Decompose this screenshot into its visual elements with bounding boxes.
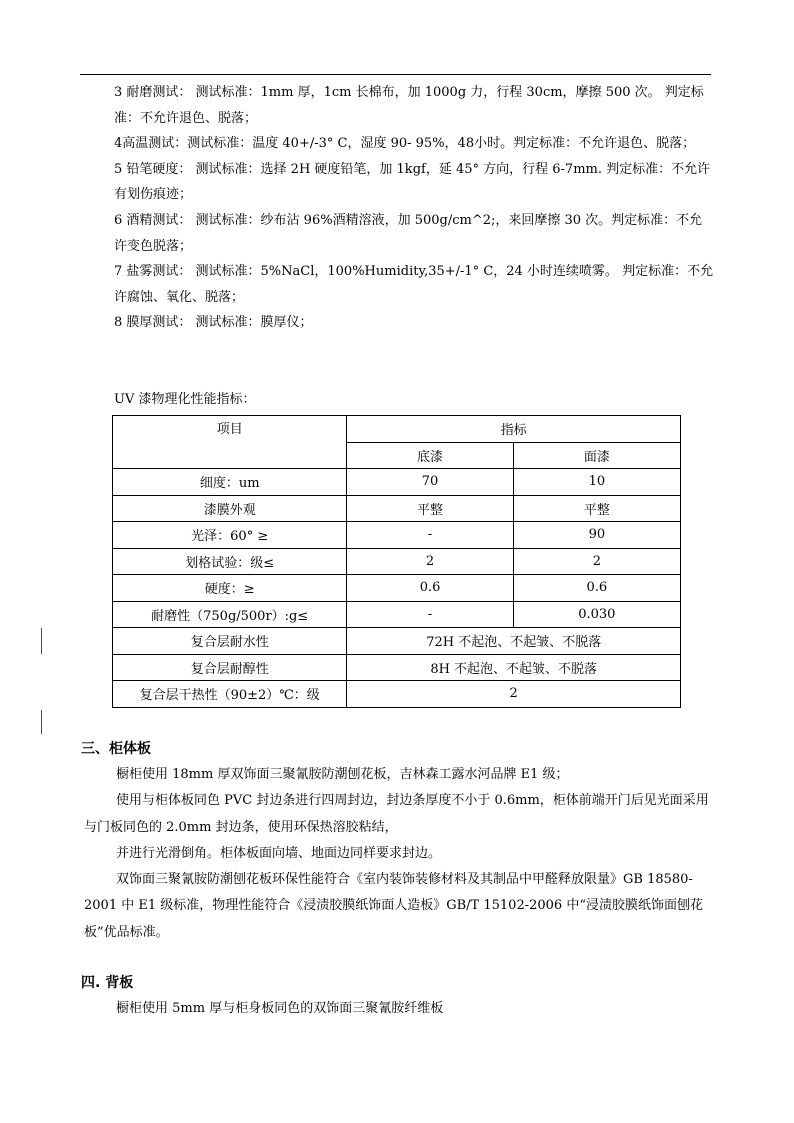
row-item: 漆膜外观	[113, 495, 347, 522]
row-item: 光泽：60° ≥	[113, 522, 347, 549]
table-row	[113, 575, 681, 602]
paragraph: 并进行光滑倒角。柜体板面向墙、地面边同样要求封边。	[116, 845, 442, 861]
row-primer: 70	[347, 469, 513, 496]
table-row	[113, 495, 681, 522]
revision-mark	[41, 710, 42, 734]
test-list	[114, 80, 714, 336]
test-item-pencil-hardness: 5 铅笔硬度： 测试标准：选择 2H 硬度铅笔，加 1kgf，延 45° 方向，行程 6-7mm. 判定标准：不允许有划伤痕迹；	[114, 161, 711, 203]
row-value: 72H 不起泡、不起皱、不脱落	[347, 628, 681, 655]
table-header-row	[113, 416, 681, 443]
section-heading-cabinet-board: 三、柜体板	[81, 741, 151, 757]
table-row	[113, 601, 681, 628]
row-topcoat: 10	[513, 469, 680, 496]
test-item-alcohol: 6 酒精测试： 测试标准：纱布沾 96%酒精溶液，加 500g/cm^2;，来回摩擦 30 次。判定标准：不允许变色脱落；	[114, 212, 703, 254]
test-item-wear: 3 耐磨测试： 测试标准：1mm 厚，1cm 长棉布，加 1000g 力，行程 30cm，摩擦 500 次。 判定标准：不允许退色、脱落；	[114, 85, 704, 126]
table-row-merged	[113, 628, 681, 655]
row-item: 硬度：≥	[113, 575, 347, 602]
row-item: 耐磨性（750g/500r）:g≤	[113, 601, 347, 628]
header-item: 项目	[113, 416, 347, 469]
paragraph: 使用与柜体板同色 PVC 封边条进行四周封边，封边条厚度不小于 0.6mm，柜体前端开门后见光面采用与门板同色的 2.0mm 封边条，使用环保热溶胶粘结，	[84, 793, 709, 835]
row-item: 复合层耐醇性	[113, 654, 347, 681]
table-row	[113, 522, 681, 549]
table-row-merged	[113, 654, 681, 681]
section-heading-back-panel: 四. 背板	[81, 975, 134, 991]
row-item: 复合层干热性（90±2）℃：级	[113, 681, 347, 708]
paragraph: 橱柜使用 18mm 厚双饰面三聚氰胺防潮刨花板，吉林森工露水河品牌 E1 级；	[116, 767, 569, 782]
header-topcoat: 面漆	[513, 442, 680, 469]
header-primer: 底漆	[347, 442, 513, 469]
header-index: 指标	[347, 416, 681, 443]
table-row-merged	[113, 681, 681, 708]
row-primer: 2	[347, 548, 513, 575]
row-topcoat: 90	[513, 522, 680, 549]
test-item-high-temp: 4高温测试：测试标准：温度 40+/-3° C，湿度 90- 95%，48小时。判定标准：不允许退色、脱落；	[114, 136, 696, 152]
table-row	[113, 548, 681, 575]
table-caption: UV 漆物理化性能指标：	[114, 392, 256, 407]
section-body-cabinet-board	[84, 762, 716, 946]
revision-mark	[41, 628, 42, 654]
table-row	[113, 469, 681, 496]
section-body-back-panel	[84, 996, 716, 1022]
paragraph: 橱柜使用 5mm 厚与柜身板同色的双饰面三聚氰胺纤维板	[116, 1001, 444, 1016]
row-primer: 0.6	[347, 575, 513, 602]
row-topcoat: 2	[513, 548, 680, 575]
test-item-film-thickness: 8 膜厚测试： 测试标准：膜厚仪；	[114, 315, 313, 331]
row-item: 划格试验：级≤	[113, 548, 347, 575]
row-primer: 平整	[347, 495, 513, 522]
test-item-salt-spray: 7 盐雾测试： 测试标准：5%NaCl，100%Humidity,35+/-1° C，24 小时连续喷雾。 判定标准：不允许腐蚀、氧化、脱落；	[114, 264, 714, 305]
row-primer: -	[347, 601, 513, 628]
row-item: 复合层耐水性	[113, 628, 347, 655]
paragraph: 双饰面三聚氰胺防潮刨花板环保性能符合《室内装饰装修材料及其制品中甲醛释放限量》GB 18580-2001 中 E1 级标准，物理性能符合《浸渍胶膜纸饰面人造板》GB/T 15102-2006 中“浸渍胶膜纸饰面刨花板”优品标准。	[84, 872, 703, 940]
row-item: 细度：um	[113, 469, 347, 496]
uv-paint-spec-table	[112, 415, 681, 708]
row-value: 2	[347, 681, 681, 708]
row-topcoat: 0.030	[513, 601, 680, 628]
row-topcoat: 平整	[513, 495, 680, 522]
row-value: 8H 不起泡、不起皱、不脱落	[347, 654, 681, 681]
row-topcoat: 0.6	[513, 575, 680, 602]
header-rule	[80, 74, 711, 75]
row-primer: -	[347, 522, 513, 549]
